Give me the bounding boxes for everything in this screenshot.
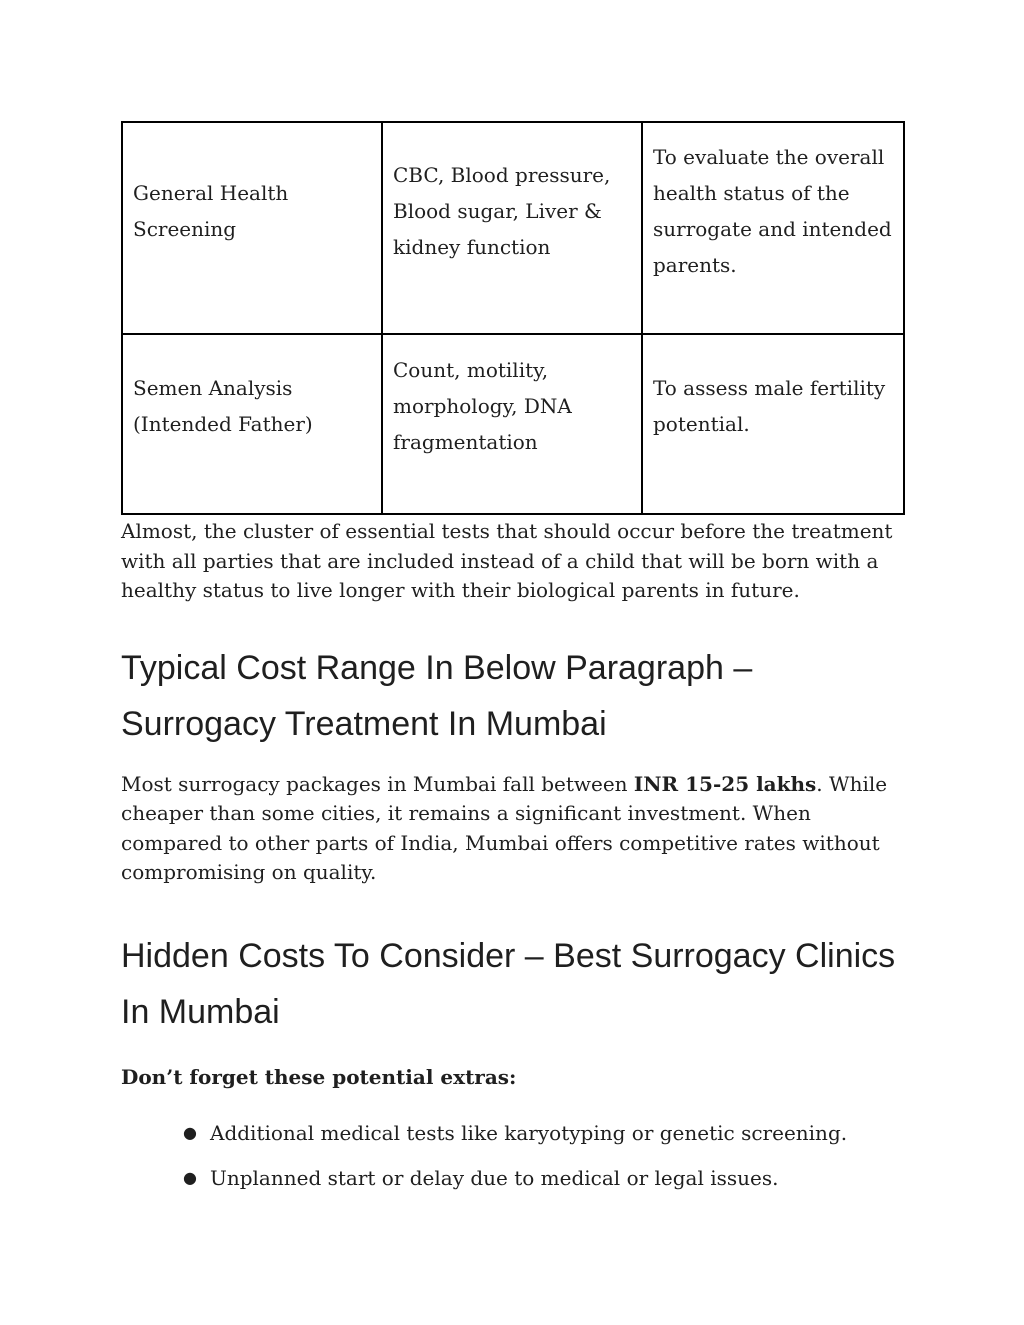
- test-name: General Health Screening: [133, 181, 289, 241]
- list-item-text: Unplanned start or delay due to medical or legal issues.: [210, 1165, 779, 1190]
- list-item: [121, 1163, 905, 1193]
- cost-range-heading: Typical Cost Range In Below Paragraph – Surrogacy Treatment In Mumbai: [121, 648, 753, 743]
- table-row: [122, 122, 904, 334]
- bullet-icon: ●: [183, 1167, 197, 1187]
- cost-text-before: Most surrogacy packages in Mumbai fall between: [121, 771, 634, 796]
- table-cell-test: [122, 122, 382, 334]
- summary-paragraph: Almost, the cluster of essential tests that should occur before the treatment with all parties that are included instead of a child that will be born with a healthy status to live longer with their biological parents in future.: [121, 519, 893, 602]
- table-row: [122, 334, 904, 514]
- hidden-costs-heading: Hidden Costs To Consider – Best Surrogacy Clinics In Mumbai: [121, 936, 896, 1031]
- test-purpose: To assess male fertility potential.: [653, 376, 886, 436]
- test-parameters: CBC, Blood pressure, Blood sugar, Liver & kidney function: [393, 163, 611, 259]
- list-item: [121, 1118, 905, 1148]
- cost-text-after: . While cheaper than some cities, it remains a significant investment. When compared to other parts of India, Mumbai offers competitive rates without compromising on quality.: [121, 771, 888, 884]
- document-page: [121, 121, 905, 1208]
- bullet-icon: ●: [183, 1122, 197, 1142]
- table-cell-parameters: [382, 122, 642, 334]
- cost-emphasis: INR 15-25 lakhs: [633, 771, 817, 796]
- table-cell-purpose: [642, 334, 904, 514]
- table-cell-parameters: [382, 334, 642, 514]
- table-cell-test: [122, 334, 382, 514]
- tests-table: [121, 121, 905, 515]
- extras-lead: Don’t forget these potential extras:: [121, 1064, 517, 1089]
- test-parameters: Count, motility, morphology, DNA fragmentation: [393, 358, 572, 454]
- extras-list: [121, 1118, 905, 1193]
- list-item-text: Additional medical tests like karyotyping or genetic screening.: [210, 1120, 848, 1145]
- test-purpose: To evaluate the overall health status of the surrogate and intended parents.: [653, 145, 892, 277]
- test-name: Semen Analysis (Intended Father): [133, 376, 313, 436]
- table-cell-purpose: [642, 122, 904, 334]
- cost-paragraph: [121, 770, 905, 888]
